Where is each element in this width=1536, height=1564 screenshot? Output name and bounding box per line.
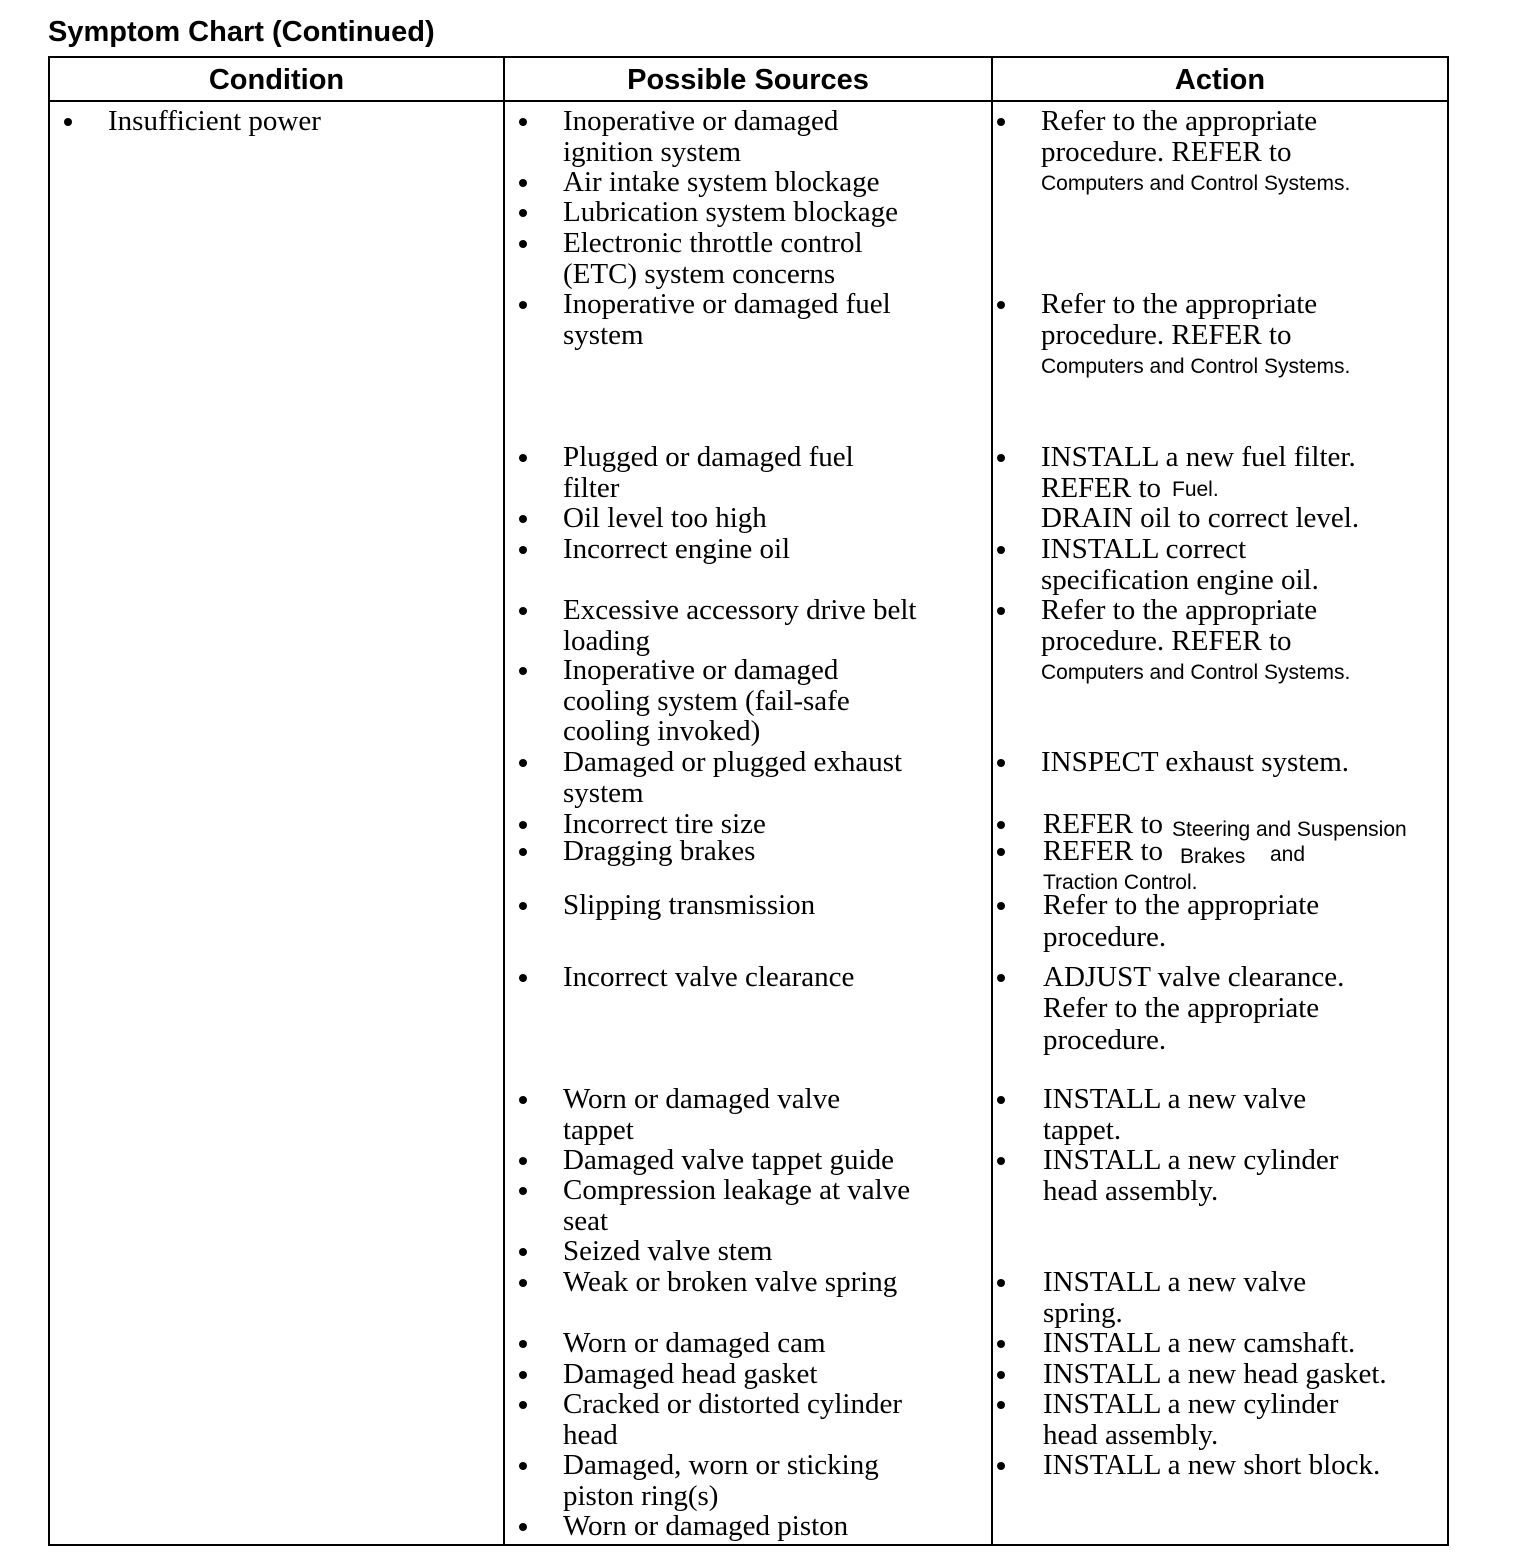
action-item-line: INSTALL a new head gasket.	[1043, 1358, 1387, 1390]
source-item-line: Cracked or distorted cylinder	[563, 1388, 903, 1420]
bullet-icon	[519, 454, 527, 462]
action-item-line: INSTALL a new fuel filter.	[1041, 441, 1356, 473]
header-divider	[50, 100, 1447, 102]
column-divider	[503, 58, 505, 1544]
source-item-line: Damaged, worn or sticking	[563, 1449, 879, 1481]
bullet-icon	[519, 1279, 527, 1287]
bullet-icon	[519, 1157, 527, 1165]
action-item-line: INSPECT exhaust system.	[1041, 746, 1349, 778]
bullet-icon	[519, 209, 527, 217]
source-item-line: Excessive accessory drive belt	[563, 594, 917, 626]
bullet-icon	[997, 1462, 1005, 1470]
action-item-line: INSTALL a new cylinder	[1043, 1144, 1339, 1176]
source-item-line: (ETC) system concerns	[563, 257, 836, 290]
bullet-icon	[997, 759, 1005, 767]
source-item-line: Dragging brakes	[563, 835, 756, 867]
bullet-icon	[997, 1096, 1005, 1104]
action-item-line: ADJUST valve clearance.	[1043, 961, 1345, 993]
bullet-icon	[519, 118, 527, 126]
action-item-line: INSTALL a new short block.	[1043, 1449, 1381, 1481]
action-item-line: spring.	[1043, 1297, 1123, 1329]
source-item-line: Plugged or damaged fuel	[563, 441, 854, 473]
bullet-icon	[997, 1157, 1005, 1165]
bullet-icon	[997, 454, 1005, 462]
condition-text: Insufficient power	[108, 105, 321, 137]
bullet-icon	[519, 1340, 527, 1348]
header-action: Action	[1174, 64, 1266, 96]
source-item-line: Electronic throttle control	[563, 227, 863, 259]
source-item-line: piston ring(s)	[563, 1479, 719, 1512]
bullet-icon	[519, 848, 527, 856]
source-item-line: Incorrect valve clearance	[563, 961, 855, 993]
source-item-line: Seized valve stem	[563, 1235, 773, 1267]
bullet-icon	[519, 667, 527, 675]
action-item-line: REFER to	[1043, 835, 1164, 867]
source-item-line: Damaged or plugged exhaust	[563, 746, 903, 778]
page-title: Symptom Chart (Continued)	[48, 16, 435, 48]
source-item-line: Compression leakage at valve	[563, 1174, 911, 1206]
action-item-line: INSTALL a new valve	[1043, 1266, 1307, 1298]
bullet-icon	[519, 1248, 527, 1256]
action-item-line: Traction Control.	[1043, 871, 1198, 894]
action-item-line: Fuel.	[1172, 478, 1219, 501]
bullet-icon	[519, 1371, 527, 1379]
bullet-icon	[997, 902, 1005, 910]
action-item-line: head assembly.	[1043, 1418, 1219, 1451]
source-item-line: cooling system (fail-safe	[563, 684, 850, 717]
action-item-line: Computers and Control Systems.	[1041, 355, 1351, 378]
bullet-icon	[997, 546, 1005, 554]
header-condition: Condition	[208, 64, 345, 96]
action-item-line: REFER to	[1041, 471, 1162, 504]
action-item-line: INSTALL a new cylinder	[1043, 1388, 1339, 1420]
action-item-line: Refer to the appropriate	[1041, 288, 1318, 320]
action-item-line: Refer to the appropriate	[1041, 105, 1318, 137]
action-item-line: Refer to the appropriate	[1043, 889, 1320, 921]
source-item-line: head	[563, 1418, 618, 1451]
source-item-line: seat	[563, 1204, 609, 1237]
bullet-icon	[997, 607, 1005, 615]
bullet-icon	[997, 1371, 1005, 1379]
source-item-line: Weak or broken valve spring	[563, 1266, 898, 1298]
bullet-icon	[997, 848, 1005, 856]
source-item-line: Inoperative or damaged	[563, 654, 839, 686]
source-item-line: system	[563, 318, 644, 351]
action-item-line: REFER to	[1043, 808, 1164, 840]
bullet-icon	[997, 821, 1005, 829]
source-item-line: Inoperative or damaged	[563, 105, 839, 137]
action-item-line: Refer to the appropriate	[1043, 992, 1320, 1024]
action-item-line: Refer to the appropriate	[1041, 594, 1318, 626]
bullet-icon	[997, 1401, 1005, 1409]
bullet-icon	[519, 1523, 527, 1531]
source-item-line: Oil level too high	[563, 502, 767, 534]
bullet-icon	[519, 1187, 527, 1195]
source-item-line: Damaged head gasket	[563, 1358, 818, 1390]
source-item-line: Incorrect engine oil	[563, 533, 791, 565]
action-item-line: INSTALL a new camshaft.	[1043, 1327, 1356, 1359]
bullet-icon	[519, 974, 527, 982]
bullet-icon	[519, 902, 527, 910]
action-item-line: tappet.	[1043, 1114, 1122, 1146]
header-possible-sources: Possible Sources	[627, 64, 869, 96]
source-item-line: system	[563, 776, 644, 809]
bullet-icon	[519, 1401, 527, 1409]
action-item-line: DRAIN oil to correct level.	[1041, 502, 1360, 534]
action-item-line: procedure. REFER to	[1041, 318, 1292, 351]
column-divider	[991, 58, 993, 1544]
action-item-line: Steering and Suspension	[1172, 818, 1407, 841]
bullet-icon	[519, 179, 527, 187]
bullet-icon	[997, 974, 1005, 982]
bullet-icon	[519, 607, 527, 615]
action-item-line: Computers and Control Systems.	[1041, 661, 1351, 684]
action-item-line: head assembly.	[1043, 1174, 1219, 1207]
bullet-icon	[519, 821, 527, 829]
source-item-line: Worn or damaged cam	[563, 1327, 826, 1359]
source-item-line: Air intake system blockage	[563, 166, 880, 198]
action-item-line: procedure. REFER to	[1041, 624, 1292, 657]
bullet-icon	[519, 515, 527, 523]
source-item-line: Incorrect tire size	[563, 808, 766, 840]
action-item-line: and	[1270, 843, 1306, 866]
source-item-line: loading	[563, 624, 650, 657]
bullet-icon	[519, 546, 527, 554]
bullet-icon	[997, 301, 1005, 309]
source-item-line: ignition system	[563, 135, 742, 168]
bullet-icon	[997, 1340, 1005, 1348]
source-item-line: filter	[563, 471, 620, 504]
action-item-line: Brakes	[1180, 845, 1246, 868]
source-item-line: Slipping transmission	[563, 889, 816, 921]
bullet-icon	[519, 1462, 527, 1470]
bullet-icon	[997, 118, 1005, 126]
bullet-icon	[519, 759, 527, 767]
action-item-line: INSTALL a new valve	[1043, 1083, 1307, 1115]
action-item-line: INSTALL correct	[1041, 533, 1247, 565]
bullet-icon	[64, 118, 72, 126]
action-item-line: specification engine oil.	[1041, 563, 1319, 596]
action-item-line: procedure.	[1043, 1024, 1167, 1056]
source-item-line: Worn or damaged piston	[563, 1510, 849, 1542]
source-item-line: cooling invoked)	[563, 715, 761, 747]
action-item-line: procedure.	[1043, 921, 1167, 953]
bullet-icon	[519, 1096, 527, 1104]
action-item-line: Computers and Control Systems.	[1041, 172, 1351, 195]
source-item-line: Lubrication system blockage	[563, 196, 899, 228]
source-item-line: Damaged valve tappet guide	[563, 1144, 894, 1176]
source-item-line: Worn or damaged valve	[563, 1083, 841, 1115]
action-item-line: procedure. REFER to	[1041, 135, 1292, 168]
source-item-line: tappet	[563, 1113, 634, 1146]
symptom-table	[48, 56, 1449, 1546]
bullet-icon	[519, 240, 527, 248]
source-item-line: Inoperative or damaged fuel	[563, 288, 891, 320]
bullet-icon	[997, 1279, 1005, 1287]
bullet-icon	[519, 301, 527, 309]
